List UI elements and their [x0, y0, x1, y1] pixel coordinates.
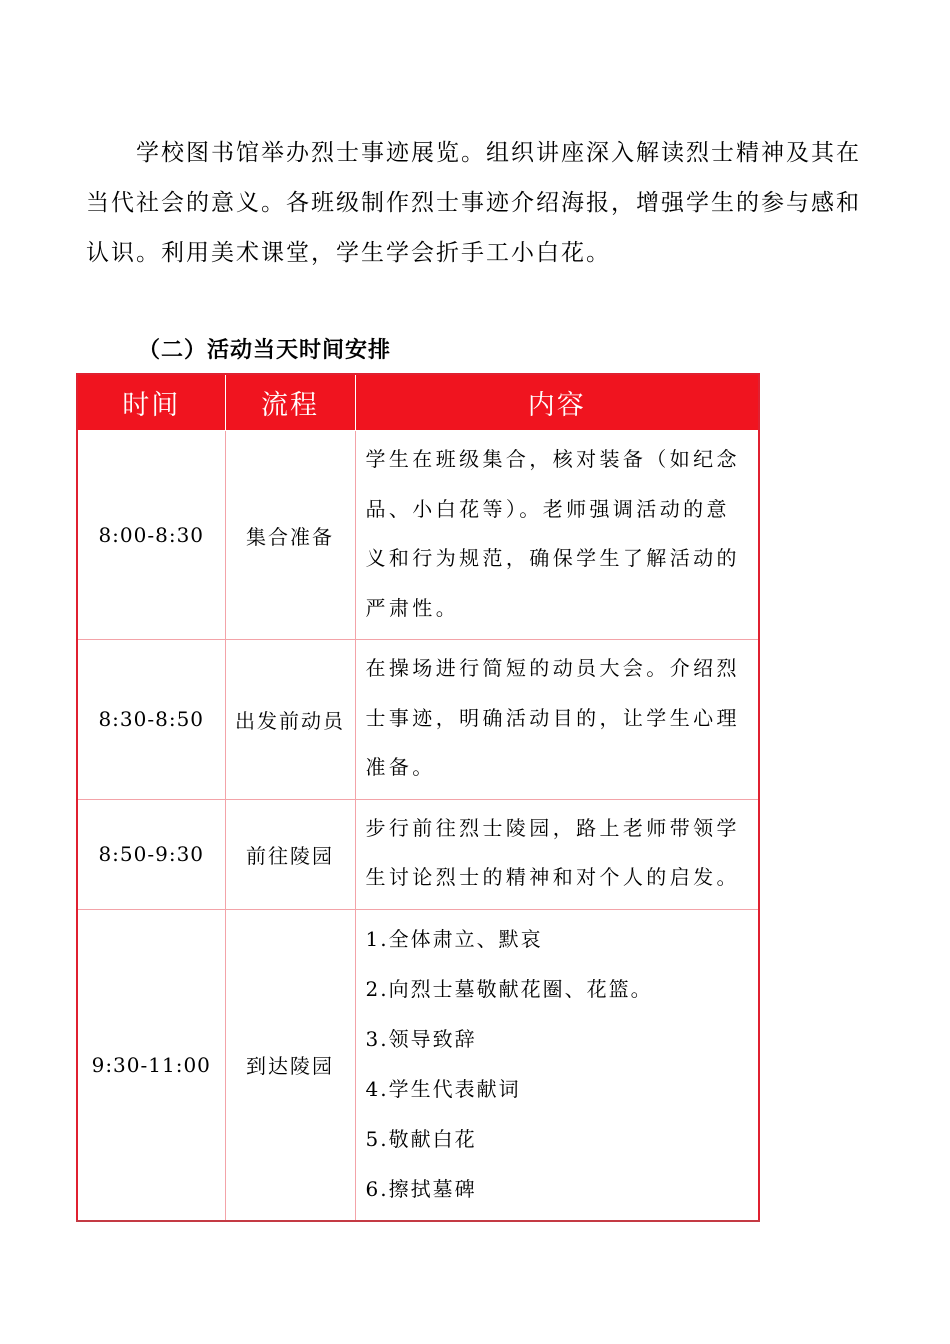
row-step: 出发前动员 — [225, 640, 355, 800]
row-content: 步行前往烈士陵园，路上老师带领学生讨论烈士的精神和对个人的启发。 — [355, 799, 759, 909]
row-time: 9:30-11:00 — [77, 909, 225, 1221]
row-time: 8:00-8:30 — [77, 431, 225, 640]
row-time: 8:50-9:30 — [77, 799, 225, 909]
list-item: 4.学生代表献词 — [365, 1076, 521, 1101]
row-content-list — [355, 909, 759, 1221]
table-header-row — [77, 374, 759, 431]
section-title: （二）活动当天时间安排 — [138, 338, 392, 363]
list-item: 1.全体肃立、默哀 — [365, 926, 543, 951]
table-row — [77, 431, 759, 640]
list-item: 6.擦拭墓碑 — [365, 1176, 477, 1201]
row-step: 集合准备 — [225, 431, 355, 640]
row-step: 到达陵园 — [225, 909, 355, 1221]
header-step: 流程 — [225, 374, 355, 431]
header-time: 时间 — [77, 374, 225, 431]
row-time: 8:30-8:50 — [77, 640, 225, 800]
row-content: 在操场进行简短的动员大会。介绍烈士事迹，明确活动目的，让学生心理准备。 — [355, 640, 759, 800]
list-item: 3.领导致辞 — [365, 1026, 477, 1051]
table-row — [77, 799, 759, 909]
list-item: 2.向烈士墓敬献花圈、花篮。 — [365, 976, 653, 1001]
table-row — [77, 909, 759, 1221]
table-row — [77, 640, 759, 800]
schedule-table — [76, 373, 760, 1222]
row-step: 前往陵园 — [225, 799, 355, 909]
intro-paragraph: 学校图书馆举办烈士事迹展览。组织讲座深入解读烈士精神及其在当代社会的意义。各班级制作烈士事迹介绍海报，增强学生的参与感和认识。利用美术课堂，学生学会折手工小白花。 — [86, 140, 861, 266]
header-content: 内容 — [355, 374, 759, 431]
list-item: 5.敬献白花 — [365, 1126, 477, 1151]
row-content: 学生在班级集合，核对装备（如纪念品、小白花等）。老师强调活动的意义和行为规范，确保学生了解活动的严肃性。 — [355, 431, 759, 640]
